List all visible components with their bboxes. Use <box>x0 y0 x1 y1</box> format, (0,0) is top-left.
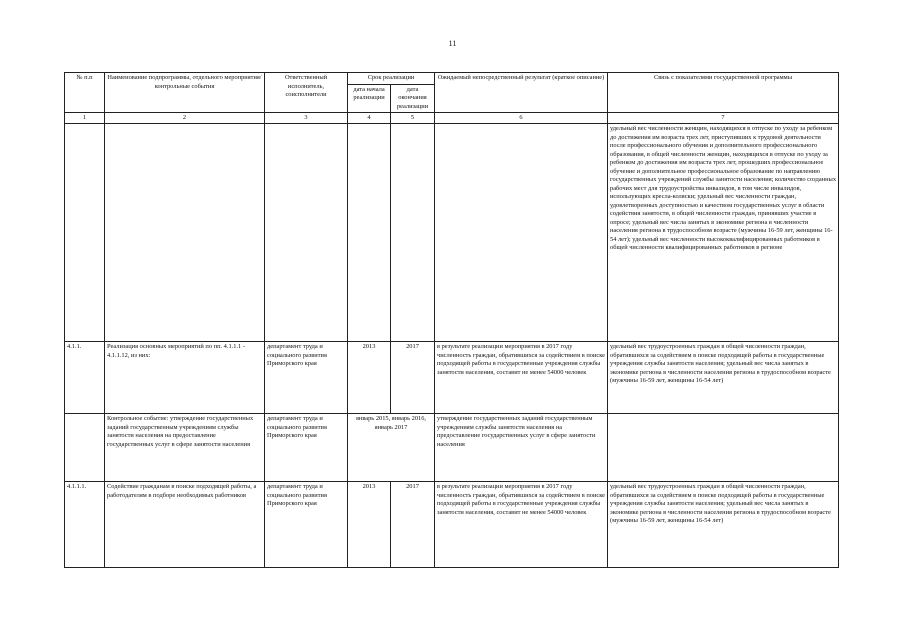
column-number-row <box>65 113 839 124</box>
cell-result: в результате реализации мероприятия в 2017 году численность граждан, обратившихся за содействием в поиске подходящей работы в государственные учреждения службы занятости населения, составит не менее 54000 человек <box>435 342 608 414</box>
column-number: 5 <box>391 113 435 124</box>
cell-number: 4.1.1.1. <box>65 482 105 568</box>
cell-link: удельный вес трудоустроенных граждан в общей численности граждан, обратившихся за содействием в поиске подходящей работы в государственные учреждения службы занятости населения; удельный вес числа занятых в экономике региона в численности населения региона в трудоспособном возрасте (мужчины 16-59 лет, женщины 16-54 лет) <box>608 342 839 414</box>
cell-link: удельный вес численности женщин, находящихся в отпуске по уходу за ребенком до достижения им возраста трех лет, приступивших к трудовой деятельности после профессионального обучения и дополнительного профессионального образования, в общей численности женщин, находящихся в отпуске по уходу за ребенком до достижения им возраста трех лет, прошедших профессиональное обучение и дополнительное профессиональное образование по направлению государственных учреждений службы занятости населения; количество созданных рабочих мест для трудоустройства инвалидов, в том числе инвалидов, использующих кресла-коляски; удельный вес численности граждан, удовлетворенных доступностью и качеством государственных услуг в области содействия занятости, в общей численности граждан, принявших участие в опросе; удельный вес числа занятых в экономике региона в численности населения региона в трудоспособном возрасте (мужчины 16-59 лет, женщины 16-54 лет); удельный вес численности высококвалифицированных работников в общей численности квалифицированных работников в регионе <box>608 124 839 342</box>
table-row <box>65 482 839 568</box>
header-executor: Ответственный исполнитель, соисполнители <box>265 73 348 113</box>
cell-end: 2017 <box>391 342 435 414</box>
cell-name: Содействие гражданам в поиске подходящей работы, а работодателям в подборе необходимых работников <box>105 482 265 568</box>
cell-link: удельный вес трудоустроенных граждан в общей численности граждан, обратившихся за содействием в поиске подходящей работы в государственные учреждения службы занятости населения; удельный вес числа занятых в экономике региона в численности населения региона в трудоспособном возрасте (мужчины 16-59 лет, женщины 16-54 лет) <box>608 482 839 568</box>
cell-start <box>348 124 391 342</box>
cell-executor: департамент труда и социального развития Приморского края <box>265 342 348 414</box>
cell-number <box>65 414 105 482</box>
cell-name <box>105 124 265 342</box>
header-result: Ожидаемый непосредственный результат (краткое описание) <box>435 73 608 113</box>
cell-link <box>608 414 839 482</box>
header-link: Связь с показателями государственной программы <box>608 73 839 113</box>
cell-executor <box>265 124 348 342</box>
cell-result: утверждение государственных заданий государственным учреждениям службы занятости населения на предоставление государственных услуг в сфере занятости населения <box>435 414 608 482</box>
header-end: дата окончания реализации <box>391 84 435 113</box>
cell-number: 4.1.1. <box>65 342 105 414</box>
cell-dates: январь 2015, январь 2016, январь 2017 <box>348 414 435 482</box>
cell-number <box>65 124 105 342</box>
cell-result: в результате реализации мероприятия в 2017 году численность граждан, обратившихся за содействием в поиске подходящей работы в государственные учреждения службы занятости населения, составит не менее 54000 человек <box>435 482 608 568</box>
column-number: 1 <box>65 113 105 124</box>
column-number: 3 <box>265 113 348 124</box>
table-row <box>65 342 839 414</box>
cell-end: 2017 <box>391 482 435 568</box>
table-row <box>65 124 839 342</box>
cell-name: Реализация основных мероприятий по пп. 4.1.1.1 - 4.1.1.12, из них: <box>105 342 265 414</box>
column-number: 2 <box>105 113 265 124</box>
cell-executor: департамент труда и социального развития Приморского края <box>265 482 348 568</box>
column-number: 6 <box>435 113 608 124</box>
column-number: 4 <box>348 113 391 124</box>
header-start: дата начала реализации <box>348 84 391 113</box>
program-table <box>64 72 839 568</box>
header-period: Срок реализации <box>348 73 435 85</box>
page-number: 11 <box>448 39 457 48</box>
header-number: № п.п <box>65 73 105 113</box>
header-row <box>65 73 839 85</box>
cell-executor: департамент труда и социального развития Приморского края <box>265 414 348 482</box>
cell-result <box>435 124 608 342</box>
cell-start: 2013 <box>348 342 391 414</box>
header-name: Наименование подпрограммы, отдельного мероприятия/ контрольные события <box>105 73 265 113</box>
cell-end <box>391 124 435 342</box>
table-row <box>65 414 839 482</box>
cell-name: Контрольное событие: утверждение государственных заданий государственным учреждениям службы занятости населения на предоставление государственных услуг в сфере занятости населения <box>105 414 265 482</box>
column-number: 7 <box>608 113 839 124</box>
cell-start: 2013 <box>348 482 391 568</box>
